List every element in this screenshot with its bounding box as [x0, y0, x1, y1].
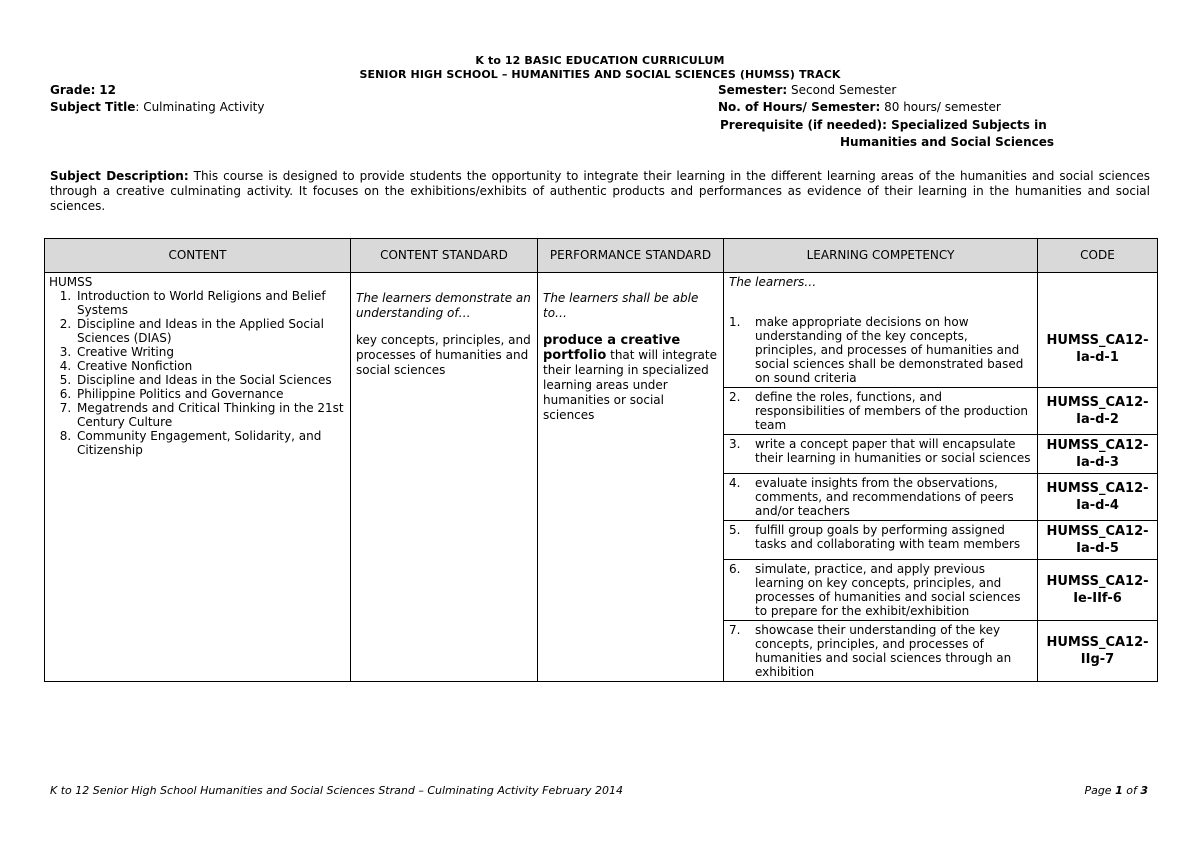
content-item: 5. Discipline and Ideas in the Social Sciences [75, 373, 345, 387]
code-cell: HUMSS_CA12-Ia-d-1 [1038, 273, 1158, 388]
competency-text: evaluate insights from the observations, comments, and recommendations of peers and/or teachers [755, 476, 1014, 518]
page-total: 3 [1140, 784, 1148, 797]
competency-number: 5. [729, 523, 741, 537]
content-list [49, 289, 345, 457]
code-cell: HUMSS_CA12-Ia-d-3 [1038, 435, 1158, 474]
page-current: 1 [1115, 784, 1123, 797]
competency-cell [724, 388, 1038, 435]
table-row [45, 273, 1158, 388]
content-standard-intro: The learners demonstrate an understanding of… [356, 291, 531, 320]
content-item: 4. Creative Nonfiction [75, 359, 345, 373]
content-standard-text: key concepts, principles, and processes of humanities and social sciences [356, 333, 531, 377]
subject-line [50, 100, 264, 114]
hours-value: 80 hours/ semester [884, 100, 1001, 114]
performance-standard-bold: produce a creative portfolio [543, 333, 681, 363]
competency-text: define the roles, functions, and responsibilities of members of the production team [755, 390, 1029, 432]
content-heading: HUMSS [49, 275, 93, 289]
header-code: CODE [1038, 239, 1158, 273]
curriculum-title: K to 12 BASIC EDUCATION CURRICULUM [475, 54, 725, 67]
competency-text: simulate, practice, and apply previous learning on key concepts, principles, and processes of humanities and social sciences to prepare for the exhibit/exhibition [755, 562, 1021, 618]
content-standard-cell [351, 273, 538, 682]
hours-line [718, 100, 1001, 114]
competency-item [729, 523, 1032, 551]
header-content: CONTENT [45, 239, 351, 273]
competency-number: 1. [729, 315, 741, 329]
competency-text: fulfill group goals by performing assigned tasks and collaborating with team members [755, 523, 1021, 551]
content-item: 2. Discipline and Ideas in the Applied Social Sciences (DIAS) [75, 317, 345, 345]
code-cell: HUMSS_CA12-Ia-d-5 [1038, 521, 1158, 560]
content-item: 7. Megatrends and Critical Thinking in the 21st Century Culture [75, 401, 345, 429]
performance-standard-text [543, 333, 718, 423]
prereq-line [720, 118, 1047, 132]
content-item: 1. Introduction to World Religions and Belief Systems [75, 289, 345, 317]
code-cell: HUMSS_CA12-Ia-d-2 [1038, 388, 1158, 435]
competency-text: write a concept paper that will encapsulate their learning in humanities or social sciences [755, 437, 1031, 465]
performance-standard-rest: that will integrate their learning in specialized learning areas under humanities or social sciences [543, 348, 717, 422]
prereq-value-2: Humanities and Social Sciences [840, 135, 1055, 149]
content-item: 8. Community Engagement, Solidarity, and Citizenship [75, 429, 345, 457]
description-label: Subject Description: [50, 169, 189, 183]
header-content-standard: CONTENT STANDARD [351, 239, 538, 273]
competency-cell [724, 474, 1038, 521]
competency-number: 2. [729, 390, 741, 404]
competency-item [729, 562, 1032, 618]
content-item: 3. Creative Writing [75, 345, 345, 359]
code-cell: HUMSS_CA12-Ie-IIf-6 [1038, 560, 1158, 621]
page-of: of [1126, 784, 1137, 797]
header-performance-standard: PERFORMANCE STANDARD [538, 239, 724, 273]
competency-intro: The learners… [729, 275, 817, 289]
competency-number: 4. [729, 476, 741, 490]
footer-document-title: K to 12 Senior High School Humanities and Social Sciences Strand – Culminating Activity February 2014 [50, 784, 624, 797]
competency-item [729, 390, 1032, 432]
competency-text: make appropriate decisions on how understanding of the key concepts, principles, and processes of humanities and social sciences shall be demonstrated based on sound criteria [755, 315, 1024, 385]
grade-value: 12 [99, 83, 116, 97]
competency-number: 3. [729, 437, 741, 451]
semester-label: Semester: [718, 83, 788, 97]
content-item: 6. Philippine Politics and Governance [75, 387, 345, 401]
content-cell [45, 273, 351, 682]
semester-value: Second Semester [791, 83, 897, 97]
competency-cell [724, 560, 1038, 621]
subject-label: Subject Title [50, 100, 136, 114]
competency-item [729, 623, 1032, 679]
table-header-row [45, 239, 1158, 273]
competency-cell [724, 273, 1038, 388]
grade-line [50, 83, 116, 97]
subject-description [50, 169, 1150, 214]
competency-number: 6. [729, 562, 741, 576]
page-prefix: Page [1084, 784, 1112, 797]
subject-value: : Culminating Activity [135, 100, 265, 114]
competency-cell [724, 435, 1038, 474]
competency-item [729, 437, 1032, 465]
prereq-label: Prerequisite (if needed): [720, 118, 887, 132]
code-cell: HUMSS_CA12-Ia-d-4 [1038, 474, 1158, 521]
performance-standard-intro: The learners shall be able to… [543, 291, 699, 320]
hours-label: No. of Hours/ Semester: [718, 100, 881, 114]
footer-page-number [1084, 784, 1148, 797]
grade-label: Grade: [50, 83, 96, 97]
competency-number: 7. [729, 623, 741, 637]
header-learning-competency: LEARNING COMPETENCY [724, 239, 1038, 273]
track-title: SENIOR HIGH SCHOOL – HUMANITIES AND SOCIAL SCIENCES (HUMSS) TRACK [359, 68, 841, 81]
performance-standard-cell [538, 273, 724, 682]
competency-item [729, 315, 1032, 385]
competency-item [729, 476, 1032, 518]
prereq-value-1: Specialized Subjects in [891, 118, 1047, 132]
competency-text: showcase their understanding of the key concepts, principles, and processes of humanities and social sciences through an exhibition [755, 623, 1012, 679]
competency-cell [724, 621, 1038, 682]
curriculum-table [44, 238, 1158, 682]
description-text: This course is designed to provide students the opportunity to integrate their learning in the different learning areas of the humanities and social sciences through a creative culminating activity. It focuses on the exhibitions/exhibits of authentic products and performances as evidence of their learning in the humanities and social sciences. [50, 169, 1150, 213]
semester-line [718, 83, 896, 97]
code-cell: HUMSS_CA12-IIg-7 [1038, 621, 1158, 682]
competency-cell [724, 521, 1038, 560]
